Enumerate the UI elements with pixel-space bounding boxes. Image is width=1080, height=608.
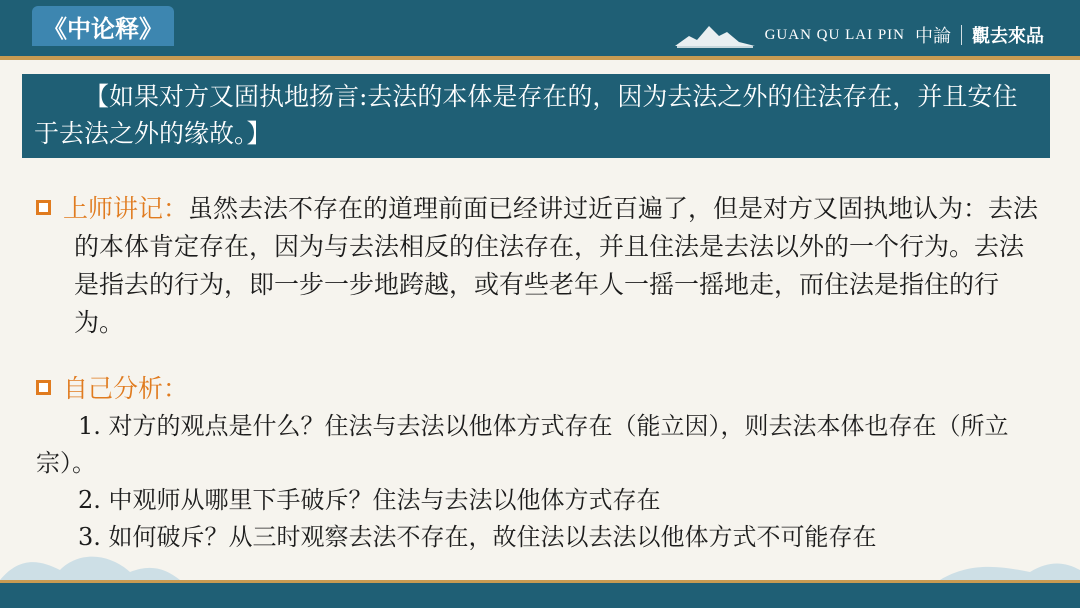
brand-chinese-text: 中論 [915, 26, 951, 47]
mountain-icon [675, 22, 755, 48]
wave-decoration-right [940, 540, 1080, 580]
section-self-analysis [36, 370, 1040, 408]
list-item: 2. 中观师从哪里下手破斥？住法与去法以他体方式存在 [78, 486, 661, 514]
square-bullet-icon [36, 380, 51, 395]
brand-logo [675, 20, 1044, 50]
teacher-notes-label: 上师讲记： [63, 194, 189, 223]
analysis-list [36, 408, 1040, 556]
square-bullet-icon [36, 200, 51, 215]
quote-box: 【如果对方又固执地扬言:去法的本体是存在的，因为去法之外的住法存在，并且安住于去法之外的缘故。】 [22, 74, 1050, 158]
header-divider [0, 56, 1080, 60]
wave-decoration [0, 536, 180, 580]
teacher-notes-text: 虽然去法不存在的道理前面已经讲过近百遍了，但是对方又固执地认为：去法的本体肯定存在，因为与去法相反的住法存在，并且住法是去法以外的一个行为。去法是指去的行为，即一步一步地跨越，或有些老年人一摇一摇地走，而住法是指住的行为。 [74, 194, 1039, 337]
list-item: 3. 如何破斥？从三时观察去法不存在，故住法以去法以他体方式不可能存在 [78, 523, 877, 551]
section-teacher-notes [36, 190, 1040, 342]
list-item: 1. 对方的观点是什么？住法与去法以他体方式存在（能立因），则去法本体也存在（所立宗）。 [36, 412, 1009, 477]
footer-bar [0, 583, 1080, 608]
teacher-notes-paragraph [36, 190, 1040, 342]
self-analysis-label: 自己分析： [63, 374, 189, 403]
brand-calligraphy-text: 觀去來品 [972, 26, 1044, 47]
brand-separator [961, 25, 962, 45]
brand-latin-text: GUAN QU LAI PIN [764, 26, 905, 43]
page-title: 《中论释》 [32, 6, 174, 46]
